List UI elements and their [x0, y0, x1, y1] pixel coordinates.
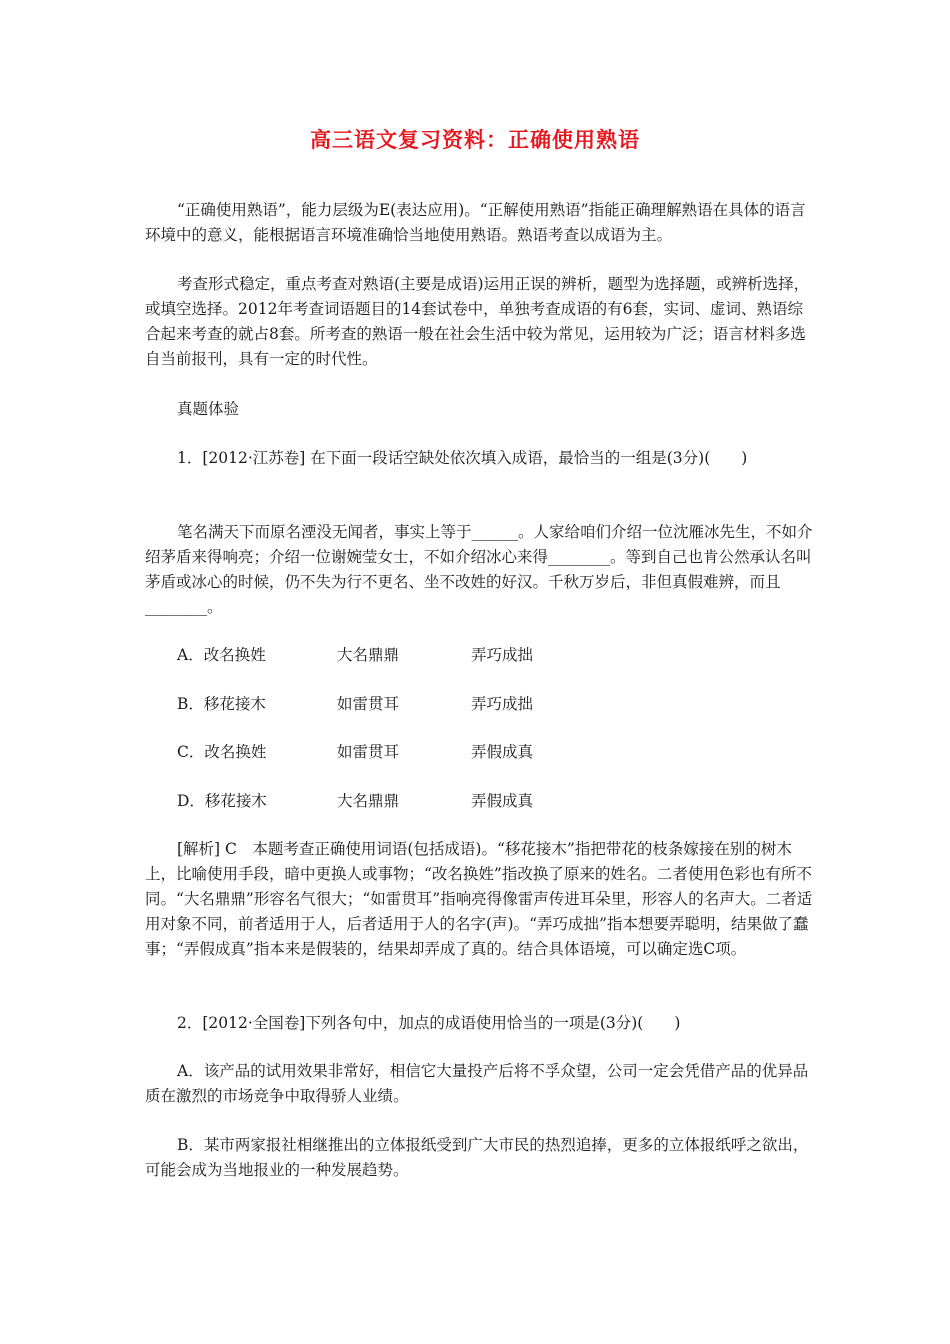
option-a-word-3: 弄巧成拙 [471, 646, 534, 664]
option-c-word-1: C．改名换姓 [177, 743, 267, 761]
question-2-option-b: B．某市两家报社相继推出的立体报纸受到广大市民的热烈追捧，更多的立体报纸呼之欲出，可能会成为当地报业的一种发展趋势。 [145, 1136, 809, 1179]
option-c-word-3: 弄假成真 [471, 743, 534, 761]
option-d-row [177, 789, 591, 814]
question-2-option-a: A．该产品的试用效果非常好，相信它大量投产后将不孚众望，公司一定会凭借产品的优异品质在激烈的市场竞争中取得骄人业绩。 [145, 1062, 809, 1105]
option-c-word-2: 如雷贯耳 [337, 743, 400, 761]
option-a-row [177, 643, 591, 668]
option-a-word-2: 大名鼎鼎 [337, 646, 400, 664]
question-2-stem: 2．[2012·全国卷]下列各句中，加点的成语使用恰当的一项是(3分)( ) [177, 1014, 681, 1032]
exam-form-paragraph: 考查形式稳定，重点考查对熟语(主要是成语)运用正误的辨析，题型为选择题，或辨析选择，或填空选择。2012年考查词语题目的14套试卷中，单独考查成语的有6套，实词、虚词、熟语综合起来考查的就占8套。所考查的熟语一般在社会生活中较为常见，运用较为广泛；语言材料多选自当前报刊，具有一定的时代性。 [145, 275, 810, 368]
option-d-word-3: 弄假成真 [471, 792, 534, 810]
option-d-word-2: 大名鼎鼎 [337, 792, 400, 810]
option-b-row [177, 692, 591, 717]
page-title: 高三语文复习资料：正确使用熟语 [310, 128, 640, 152]
option-b-word-2: 如雷贯耳 [337, 695, 400, 713]
question-1-analysis: [解析] C 本题考查正确使用词语(包括成语)。“移花接木”指把带花的枝条嫁接在别的树木上，比喻使用手段，暗中更换人或事物；“改名换姓”指改换了原来的姓名。二者使用色彩也有所不同。“大名鼎鼎”形容名气很大；“如雷贯耳”指响亮得像雷声传进耳朵里，形容人的名声大。二者适用对象不同，前者适用于人，后者适用于人的名字(声)。“弄巧成拙”指本想要弄聪明，结果做了蠢事；“弄假成真”指本来是假装的，结果却弄成了真的。结合具体语境，可以确定选C项。 [145, 840, 813, 958]
option-b-word-1: B．移花接木 [177, 695, 266, 713]
intro-paragraph: “正确使用熟语”，能力层级为E(表达应用)。“正解使用熟语”指能正确理解熟语在具体的语言环境中的意义，能根据语言环境准确恰当地使用熟语。熟语考查以成语为主。 [145, 201, 806, 244]
option-a-word-1: A．改名换姓 [177, 646, 266, 664]
question-1-passage: 笔名满天下而原名湮没无闻者，事实上等于______。人家给咱们介绍一位沈雁冰先生，不如介绍茅盾来得响亮；介绍一位谢婉莹女士，不如介绍冰心来得________。等到自己也肯公然承认名叫茅盾或冰心的时候，仍不失为行不更名、坐不改姓的好汉。千秋万岁后，非但真假难辨，而且________。 [145, 523, 813, 616]
section-heading: 真题体验 [177, 400, 240, 418]
option-b-word-3: 弄巧成拙 [471, 695, 534, 713]
option-c-row [177, 740, 591, 765]
question-1-stem: 1．[2012·江苏卷] 在下面一段话空缺处依次填入成语，最恰当的一组是(3分)( ) [177, 449, 748, 467]
option-d-word-1: D．移花接木 [177, 792, 267, 810]
